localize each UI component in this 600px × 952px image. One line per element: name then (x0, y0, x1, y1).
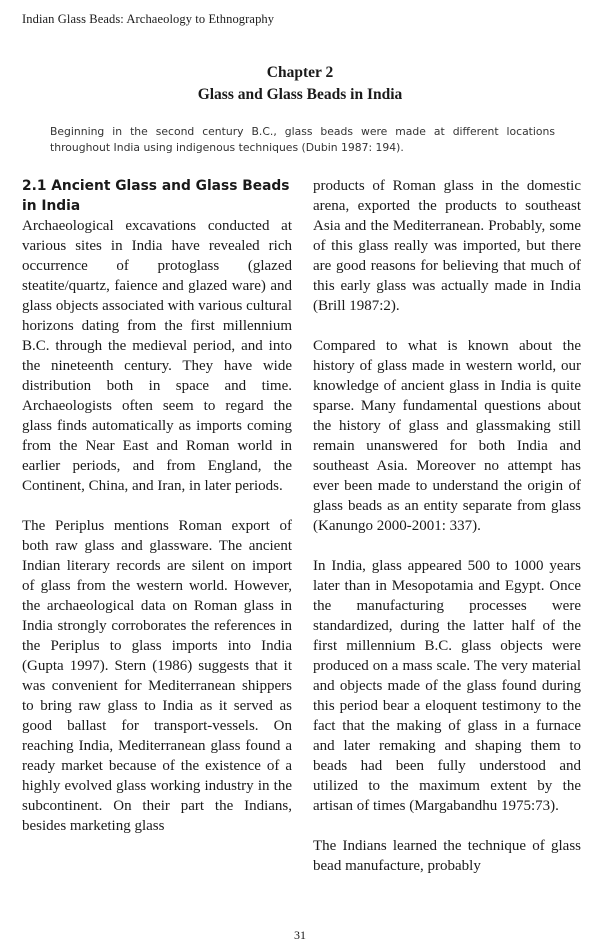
epigraph: Beginning in the second century B.C., glass beads were made at different locations throughout India using indigenous techniques (Dubin 1987: 194). (50, 125, 555, 154)
running-head: Indian Glass Beads: Archaeology to Ethnography (22, 12, 275, 26)
paragraph: products of Roman glass in the domestic arena, exported the products to southeast Asia and the Mediterranean. Probably, some of this glass really was imported, but there are good reasons for believing that much of this early glass was actually made in India (Brill 1987:2). (313, 178, 581, 314)
page-number: 31 (294, 928, 306, 942)
paragraph: In India, glass appeared 500 to 1000 years later than in Mesopotamia and Egypt. Once the manufacturing processes were standardized, during the latter half of the first millennium B.C. glass objects were produced on a mass scale. The very material and objects made of the glass found during this period bear a eloquent testimony to the fact that the making of glass in a furnace and later remaking and shaping them to beads had been fully understood and utilized to the maximum extent by the artisan of times (Margabandhu 1975:73). (313, 558, 581, 814)
paragraph: Compared to what is known about the history of glass made in western world, our knowledge of ancient glass in India is quite sparse. Many fundamental questions about the history of glass and glassmaking still remain unanswered for both India and southeast Asia. Moreover no attempt has ever been made to understand the origin of glass beads as an entity separate from glass (Kanungo 2000-2001: 337). (313, 338, 581, 534)
section-heading: 2.1 Ancient Glass and Glass Beads in India (22, 178, 290, 214)
left-column (22, 176, 292, 836)
right-column (313, 176, 581, 876)
paragraph: The Periplus mentions Roman export of both raw glass and glassware. The ancient Indian literary records are silent on import of glass from the western world. However, the archaeological data on Roman glass in India strongly corroborates the references in the Periplus to glass imports into India (Gupta 1997). Stern (1986) suggests that it was convenient for Mediterranean shippers to bring raw glass to India as it served as good ballast for transport-vessels. On reaching India, Mediterranean glass found a ready market because of the existence of a highly evolved glass working industry in the subcontinent. On their part the Indians, besides marketing glass (22, 518, 292, 834)
chapter-number: Chapter 2 (266, 64, 334, 81)
chapter-title: Glass and Glass Beads in India (197, 86, 403, 103)
paragraph: Archaeological excavations conducted at various sites in India have revealed rich occurrence of protoglass (glazed steatite/quartz, faience and glazed ware) and glass objects associated with various cultural horizons dating from the first millennium B.C. through the medieval period, and into the nineteenth century. They have wide distribution both in space and time. Archaeologists often seem to regard the glass finds automatically as imports coming from the Near East and Roman world in earlier periods, and from England, the Continent, China, and Iran, in later periods. (22, 218, 292, 494)
chapter-heading (0, 62, 600, 106)
paragraph: The Indians learned the technique of glass bead manufacture, probably (313, 838, 581, 874)
